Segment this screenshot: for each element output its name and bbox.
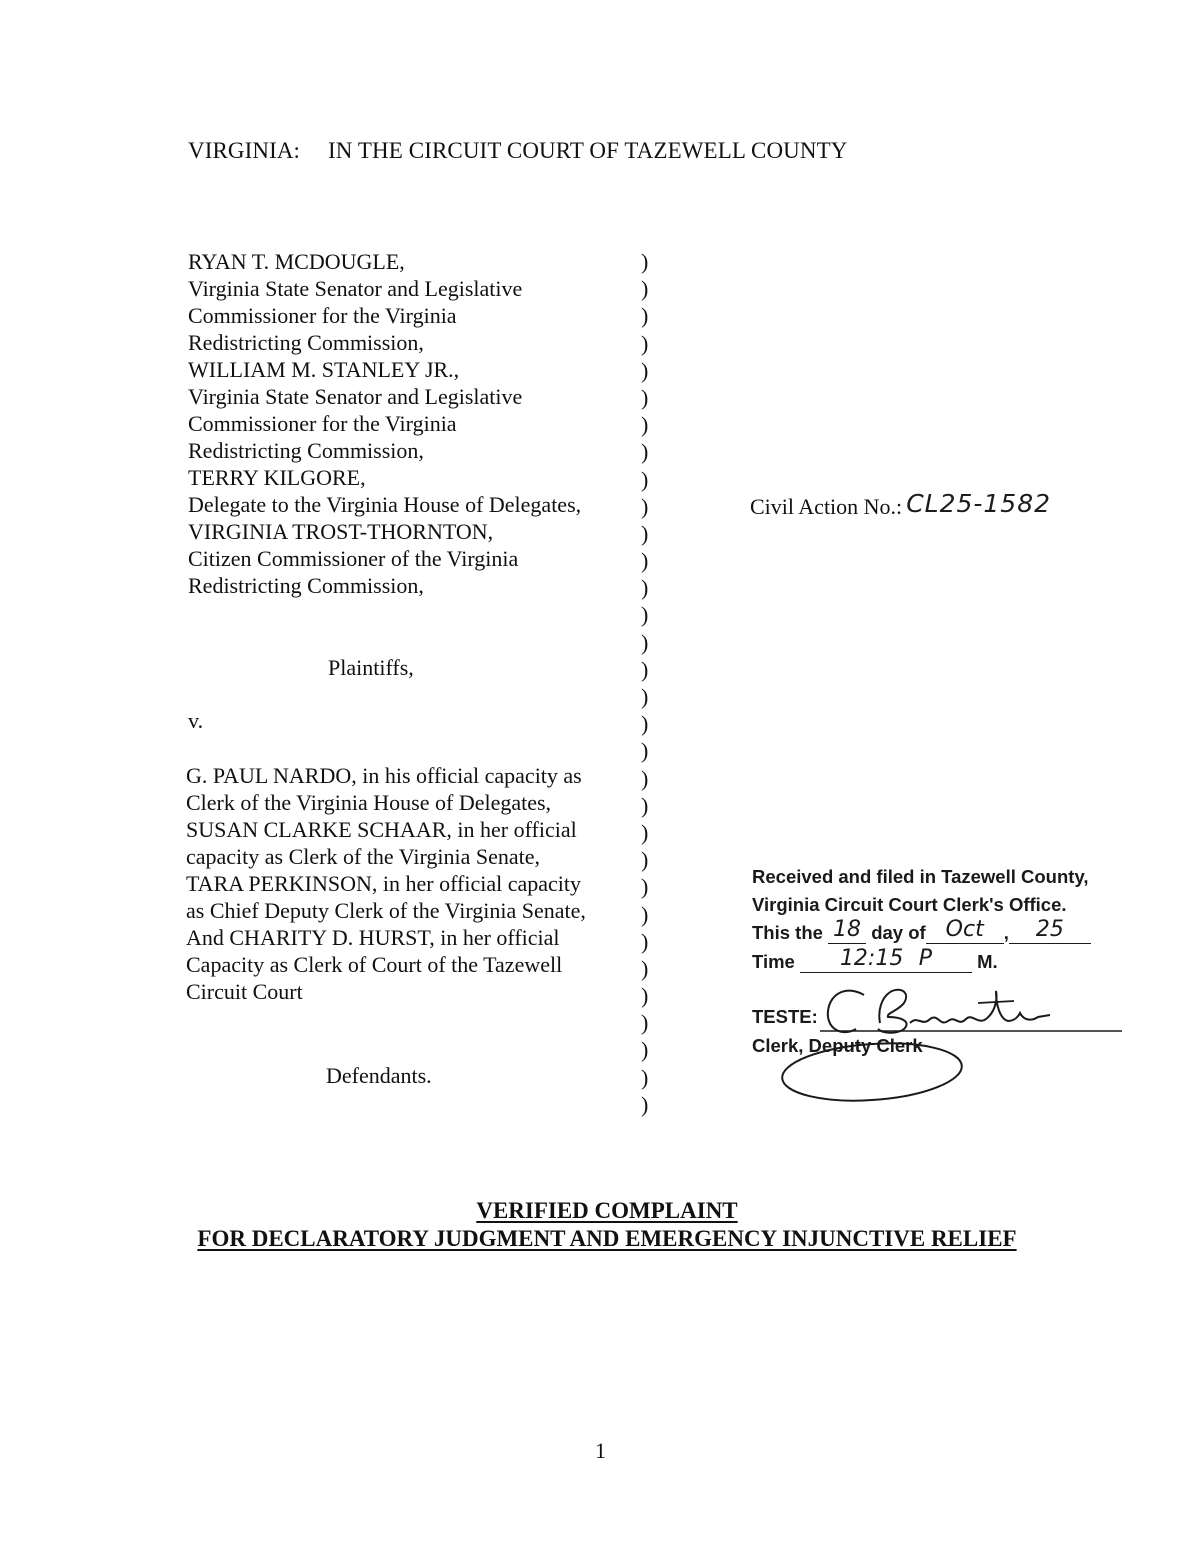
clerk-circle bbox=[780, 1038, 963, 1106]
paren: ) bbox=[641, 847, 649, 873]
paren: ) bbox=[641, 874, 649, 900]
paren: ) bbox=[641, 1010, 649, 1036]
defendant-line: Clerk of the Virginia House of Delegates, bbox=[186, 790, 552, 815]
paren: ) bbox=[641, 792, 649, 818]
stamp-month-blank bbox=[926, 917, 1004, 944]
stamp-this-the: This the bbox=[752, 922, 823, 943]
paren: ) bbox=[641, 493, 649, 519]
signature-stroke bbox=[878, 990, 907, 1033]
stamp-year-value: 25 bbox=[1035, 917, 1064, 942]
signature-stroke bbox=[978, 1001, 1014, 1003]
civil-action-value: CL25-1582 bbox=[906, 489, 1052, 518]
defendant-line: G. PAUL NARDO, in his official capacity as bbox=[186, 763, 582, 788]
paren: ) bbox=[641, 602, 649, 628]
paren: ) bbox=[641, 765, 649, 791]
paren: ) bbox=[641, 819, 649, 845]
plaintiff-line: Delegate to the Virginia House of Delegates, bbox=[188, 492, 582, 517]
defendant-line: And CHARITY D. HURST, in her official bbox=[186, 925, 560, 950]
defendant-line: SUSAN CLARKE SCHAAR, in her official bbox=[186, 817, 577, 842]
signature-graphic bbox=[752, 975, 1132, 1115]
paren: ) bbox=[641, 357, 649, 383]
stamp-teste-label: TESTE: bbox=[752, 1006, 818, 1027]
defendant-line: as Chief Deputy Clerk of the Virginia Senate, bbox=[186, 898, 586, 923]
paren: ) bbox=[641, 1037, 649, 1063]
stamp-day-blank bbox=[828, 917, 866, 944]
plaintiffs-label: Plaintiffs, bbox=[328, 655, 414, 680]
paren: ) bbox=[641, 439, 649, 465]
stamp-month-value: Oct bbox=[945, 917, 984, 942]
court-state: VIRGINIA: bbox=[188, 138, 301, 163]
stamp-clerk-line: Clerk, Deputy Clerk bbox=[752, 1035, 923, 1056]
civil-action-label: Civil Action No.: bbox=[750, 494, 903, 519]
paren: ) bbox=[641, 330, 649, 356]
stamp-comma: , bbox=[1003, 922, 1009, 943]
paren: ) bbox=[641, 928, 649, 954]
stamp-line-1: Received and filed in Tazewell County, bbox=[752, 866, 1089, 887]
paren: ) bbox=[641, 276, 649, 302]
civil-action-number bbox=[750, 491, 1051, 520]
paren: ) bbox=[641, 548, 649, 574]
paren: ) bbox=[641, 249, 649, 274]
plaintiff-line: RYAN T. MCDOUGLE, bbox=[188, 249, 405, 274]
stamp-time-row bbox=[752, 946, 998, 973]
stamp-ampm-value: P bbox=[918, 946, 933, 971]
paren: ) bbox=[641, 711, 649, 737]
defendant-line: Capacity as Clerk of Court of the Tazewell bbox=[186, 952, 563, 977]
plaintiff-line: Virginia State Senator and Legislative bbox=[188, 276, 523, 301]
plaintiff-line: Commissioner for the Virginia bbox=[188, 303, 457, 328]
plaintiff-line: Redistricting Commission, bbox=[188, 573, 424, 598]
plaintiff-line: Redistricting Commission, bbox=[188, 330, 424, 355]
plaintiff-line: Virginia State Senator and Legislative bbox=[188, 384, 523, 409]
paren: ) bbox=[641, 656, 649, 682]
paren: ) bbox=[641, 901, 649, 927]
paren: ) bbox=[641, 520, 649, 546]
defendant-line: capacity as Clerk of the Virginia Senate, bbox=[186, 844, 541, 869]
stamp-day-of: day of bbox=[871, 922, 926, 943]
paren: ) bbox=[641, 738, 649, 764]
plaintiff-line: Redistricting Commission, bbox=[188, 438, 424, 463]
court-name: IN THE CIRCUIT COURT OF TAZEWELL COUNTY bbox=[328, 138, 848, 163]
paren: ) bbox=[641, 303, 649, 329]
signature-stroke bbox=[828, 991, 864, 1032]
document-title: VERIFIED COMPLAINT bbox=[476, 1198, 738, 1223]
paren: ) bbox=[641, 575, 649, 601]
stamp-date-row bbox=[752, 917, 1091, 944]
paren: ) bbox=[641, 983, 649, 1009]
stamp-time-label: Time bbox=[752, 951, 795, 972]
paren: ) bbox=[641, 1064, 649, 1090]
stamp-year-blank bbox=[1009, 917, 1091, 944]
stamp-time-value: 12:15 bbox=[839, 946, 904, 971]
plaintiff-line: WILLIAM M. STANLEY JR., bbox=[188, 357, 460, 382]
paren: ) bbox=[641, 1091, 649, 1117]
paren: ) bbox=[641, 684, 649, 709]
document-subtitle: FOR DECLARATORY JUDGMENT AND EMERGENCY INJUNCTIVE RELIEF bbox=[197, 1226, 1017, 1251]
paren: ) bbox=[641, 466, 649, 492]
defendants-label: Defendants. bbox=[326, 1063, 432, 1088]
plaintiff-line: VIRGINIA TROST-THORNTON, bbox=[188, 519, 494, 544]
plaintiff-line: Commissioner for the Virginia bbox=[188, 411, 457, 436]
paren: ) bbox=[641, 955, 649, 981]
signature-stroke bbox=[910, 991, 1050, 1023]
stamp-line-2: Virginia Circuit Court Clerk's Office. bbox=[752, 894, 1067, 915]
stamp-time-blank bbox=[800, 946, 972, 973]
defendant-line: Circuit Court bbox=[186, 979, 303, 1004]
versus: v. bbox=[188, 708, 204, 733]
paren: ) bbox=[641, 384, 649, 410]
court-header bbox=[188, 138, 847, 164]
stamp-day-value: 18 bbox=[833, 917, 862, 942]
plaintiff-line: Citizen Commissioner of the Virginia bbox=[188, 546, 519, 571]
caption-paren-column bbox=[641, 248, 661, 1118]
page-number: 1 bbox=[595, 1438, 606, 1463]
paren: ) bbox=[641, 412, 649, 438]
stamp-m-label: M. bbox=[977, 951, 998, 972]
paren: ) bbox=[641, 629, 649, 655]
defendant-line: TARA PERKINSON, in her official capacity bbox=[186, 871, 581, 896]
plaintiff-line: TERRY KILGORE, bbox=[188, 465, 366, 490]
